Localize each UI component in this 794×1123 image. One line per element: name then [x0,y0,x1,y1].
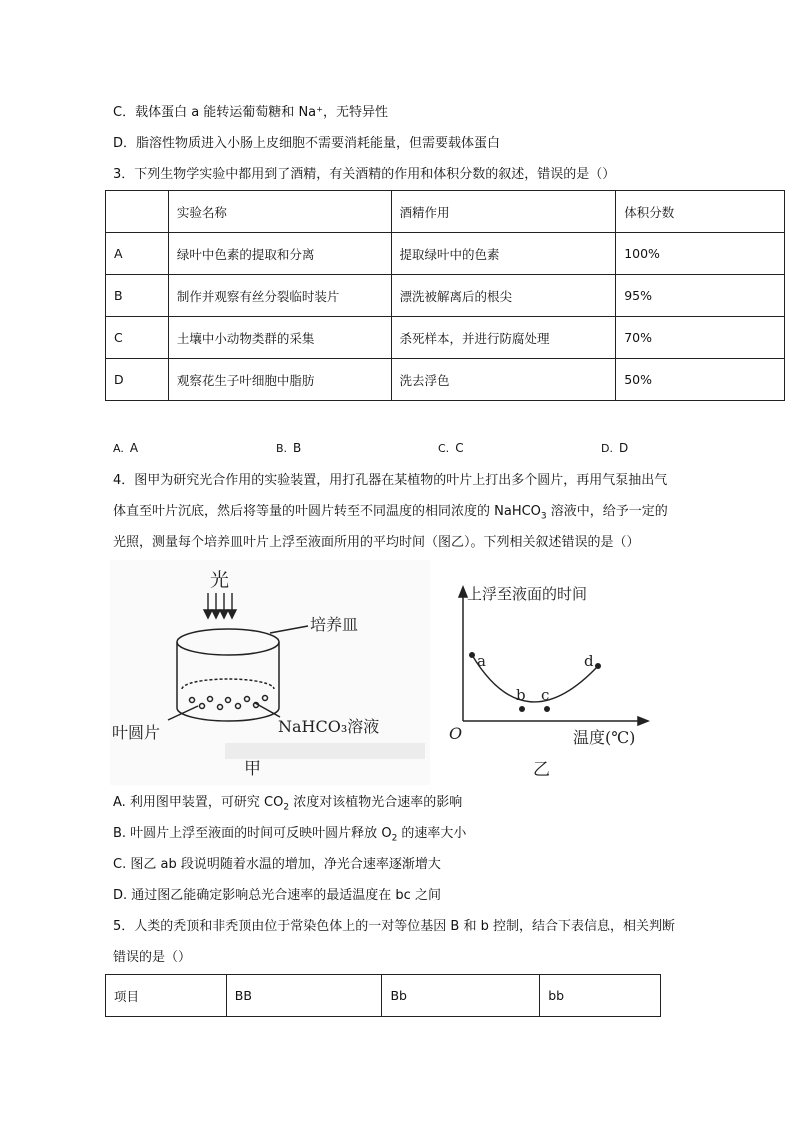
q4-option-c[interactable]: C. 图乙 ab 段说明随着水温的增加，净光合速率逐渐增大 [113,857,441,872]
figure-yi-caption: 乙 [533,760,550,780]
question-4-line-3: 光照，测量每个培养皿叶片上浮至液面所用的平均时间（图乙）。下列相关叙述错误的是（） [113,535,640,550]
table-header-cell: 项目 [106,975,227,1017]
table-header-cell: 实验名称 [168,191,391,233]
table-header-cell: BB [226,975,382,1017]
q4-a-sub: 2 [283,802,290,813]
table-cell: 提取绿叶中的色素 [391,233,616,275]
table-row [106,359,785,401]
question-4-line-1: 4．图甲为研究光合作用的实验装置，用打孔器在某植物的叶片上打出多个圆片，再用气泵抽出气 [113,473,668,488]
option-text: A [129,441,139,455]
table-cell: 漂洗被解离后的根尖 [391,275,616,317]
table-cell: 杀死样本，并进行防腐处理 [391,317,616,359]
table-row [106,317,785,359]
q4-a-post: 浓度对该植物光合速率的影响 [289,795,463,810]
q4-line2-pre: 体直至叶片沉底，然后将等量的叶圆片转至不同温度的相同浓度的 NaHCO [113,504,541,519]
origin-label: O [449,724,463,743]
q4-option-a[interactable] [113,794,462,812]
option-text: C [455,441,464,455]
point-d-label: d [584,652,594,670]
solution-label: NaHCO₃溶液 [278,717,380,736]
x-axis-label: 温度(℃) [573,728,636,747]
point-a-label: a [477,652,486,670]
axes [459,587,648,725]
table-cell: 100% [616,233,785,275]
table-header-row [106,975,661,1017]
option-c-text: C．载体蛋白 a 能转运葡萄糖和 Na⁺，无特异性 [113,105,388,120]
table-header-cell: 酒精作用 [391,191,616,233]
point-d [595,663,601,669]
table-cell: 洗去浮色 [391,359,616,401]
question-5-line-1: 5．人类的秃顶和非秃顶由位于常染色体上的一对等位基因 B 和 b 控制，结合下表信息，相关判断 [113,919,675,934]
table-row [106,275,785,317]
q3-option-b[interactable] [276,441,301,455]
alcohol-table [105,190,785,401]
table-header-cell: bb [540,975,661,1017]
point-b [519,706,525,712]
q4-b-pre: B. 叶圆片上浮至液面的时间可反映叶圆片释放 O [113,826,392,841]
figure-jia [110,560,430,785]
q4-option-b[interactable] [113,825,466,843]
table-cell: A [106,233,169,275]
point-b-label: b [516,686,526,704]
option-text: B [293,441,302,455]
q4-a-pre: A. 利用图甲装置，可研究 CO [113,795,284,810]
table-cell: 70% [616,317,785,359]
table-header-cell: Bb [382,975,540,1017]
figure-jia-caption: 甲 [244,759,261,779]
q3-option-c[interactable] [438,441,464,455]
temperature-curve [472,655,598,702]
q3-option-a[interactable] [113,441,138,455]
table-header-row [106,191,785,233]
option-letter: B. [276,442,288,455]
genotype-table [105,974,661,1017]
dish-label: 培养皿 [310,615,359,634]
table-cell: 绿叶中色素的提取和分离 [168,233,391,275]
table-cell: 观察花生子叶细胞中脂肪 [168,359,391,401]
table-cell: 土壤中小动物类群的采集 [168,317,391,359]
option-letter: C. [438,442,450,455]
table-cell: B [106,275,169,317]
y-axis-label: 上浮至液面的时间 [467,585,588,603]
figure-yi [445,575,660,780]
question-3-stem: 3．下列生物学实验中都用到了酒精，有关酒精的作用和体积分数的叙述，错误的是（） [113,167,616,182]
table-cell: 制作并观察有丝分裂临时装片 [168,275,391,317]
option-d-text: D．脂溶性物质进入小肠上皮细胞不需要消耗能量，但需要载体蛋白 [113,136,501,151]
option-letter: A. [113,442,124,455]
light-label: 光 [210,569,230,591]
q4-line2-sub: 3 [540,511,547,522]
table-row [106,233,785,275]
q4-b-sub: 2 [391,833,398,844]
q3-option-d[interactable] [601,441,628,455]
question-4-line-2 [113,503,668,521]
point-c [544,706,550,712]
q4-option-d[interactable]: D. 通过图乙能确定影响总光合速率的最适温度在 bc 之间 [113,888,441,903]
q4-line2-post: 溶液中，给予一定的 [546,504,668,519]
point-c-label: c [541,686,550,704]
table-cell: C [106,317,169,359]
option-letter: D. [601,442,613,455]
table-cell: D [106,359,169,401]
disc-label: 叶圆片 [112,723,161,742]
point-a [469,652,475,658]
option-text: D [618,441,629,455]
table-header-cell [106,191,169,233]
question-5-line-2: 错误的是（） [113,950,192,965]
table-cell: 50% [616,359,785,401]
q4-b-post: 的速率大小 [397,826,467,841]
table-header-cell: 体积分数 [616,191,785,233]
table-cell: 95% [616,275,785,317]
